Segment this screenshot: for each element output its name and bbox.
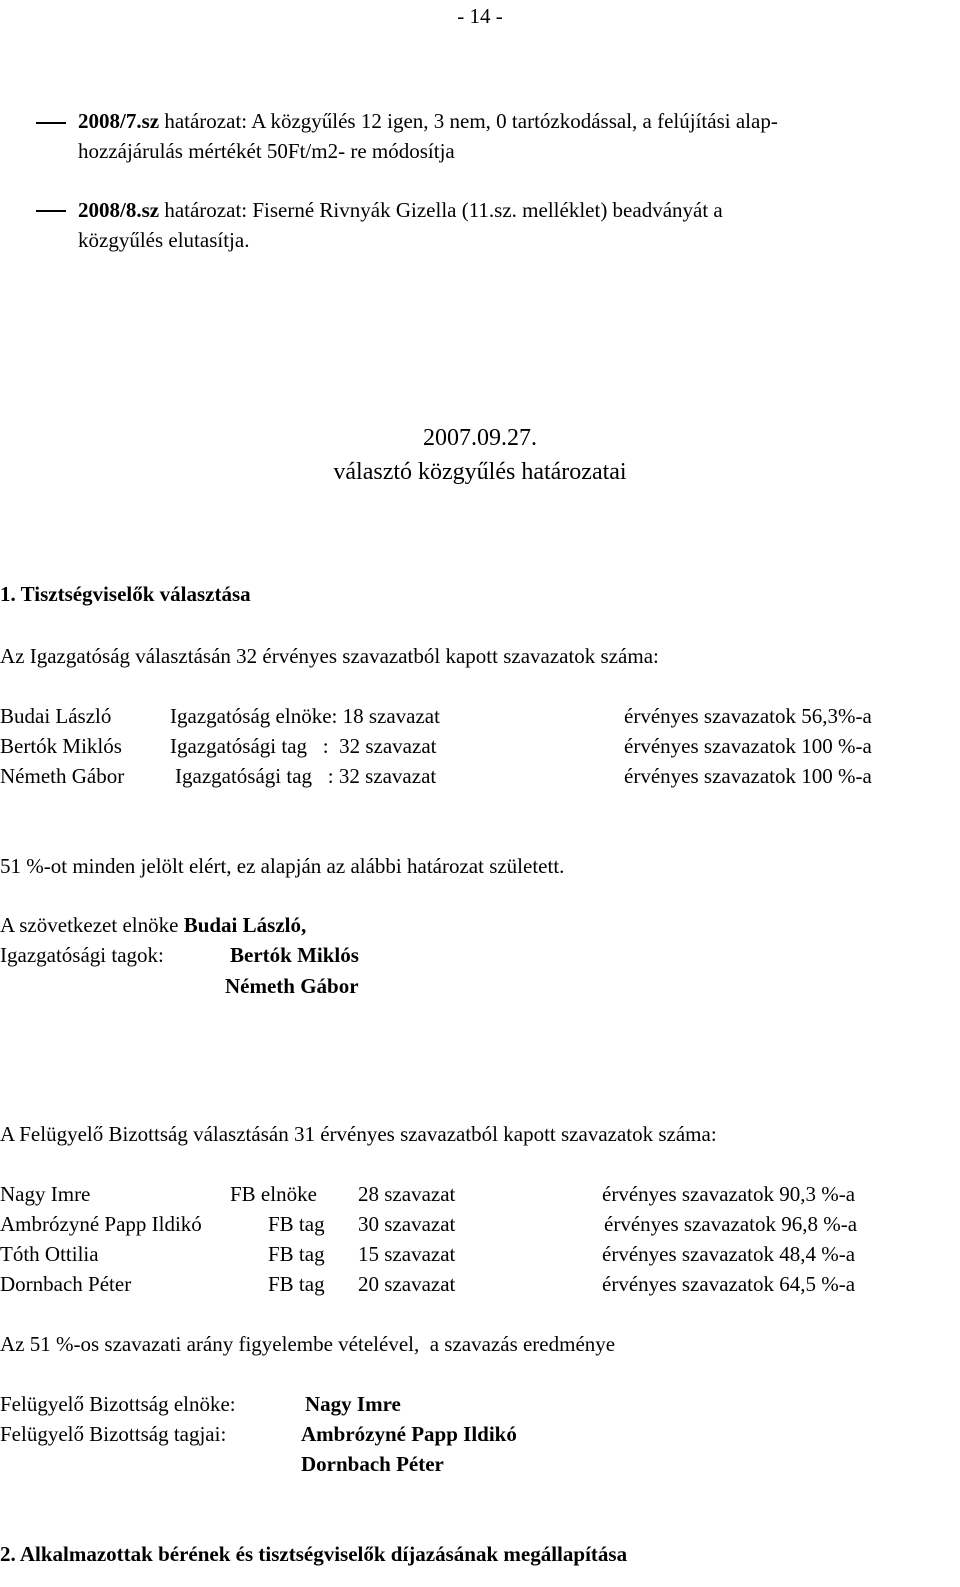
decision-number: 2008/8.sz (78, 198, 160, 222)
fb-vote-count: 28 szavazat (358, 1182, 456, 1206)
members-label: Igazgatósági tagok: (0, 943, 164, 967)
fb-vote-name: Tóth Ottilia (0, 1242, 99, 1266)
fb-vote-result: érvényes szavazatok 48,4 %-a (602, 1242, 856, 1266)
bullet-dash (36, 210, 66, 212)
decision-number: 2008/7.sz (78, 109, 160, 133)
bullet-dash (36, 122, 66, 124)
meeting-date: 2007.09.27. (423, 425, 537, 451)
fb-vote-role: FB tag (268, 1212, 325, 1236)
board-vote-name: Bertók Miklós (0, 734, 122, 758)
member-name: Németh Gábor (225, 974, 359, 998)
chair-label: A szövetkezet elnöke (0, 913, 184, 937)
board-vote-name: Budai László (0, 704, 112, 728)
chair-name: Budai László, (183, 913, 307, 937)
page-number: - 14 - (457, 4, 503, 28)
fb-conclusion: Az 51 %-os szavazati arány figyelembe vételével, a szavazás eredménye (0, 1332, 616, 1356)
board-vote-role: Igazgatósági tag : 32 szavazat (175, 764, 437, 788)
fb-vote-count: 20 szavazat (358, 1272, 456, 1296)
decision-7-line2: hozzájárulás mértékét 50Ft/m2- re módosítja (78, 139, 455, 163)
fb-vote-name: Ambrózyné Papp Ildikó (0, 1212, 202, 1236)
fb-intro: A Felügyelő Bizottság választásán 31 érvényes szavazatból kapott szavazatok száma: (0, 1122, 717, 1146)
board-vote-role: Igazgatósági tag : 32 szavazat (170, 734, 437, 758)
fb-chair-name: Nagy Imre (305, 1392, 401, 1416)
section-heading: 1. Tisztségviselők választása (0, 582, 251, 606)
board-vote-result: érvényes szavazatok 56,3%-a (624, 704, 872, 728)
chair-line (0, 915, 306, 936)
fb-member-name: Ambrózyné Papp Ildikó (301, 1422, 517, 1446)
board-vote-result: érvényes szavazatok 100 %-a (624, 734, 872, 758)
fb-vote-result: érvényes szavazatok 90,3 %-a (602, 1182, 856, 1206)
meeting-title: választó közgyűlés határozatai (333, 459, 627, 485)
fb-vote-role: FB tag (268, 1272, 325, 1296)
member-name: Bertók Miklós (230, 943, 359, 967)
fb-vote-result: érvényes szavazatok 64,5 %-a (602, 1272, 856, 1296)
fb-vote-role: FB elnöke (230, 1182, 317, 1206)
section-heading: 2. Alkalmazottak bérének és tisztségviselők díjazásának megállapítása (0, 1542, 628, 1566)
board-vote-result: érvényes szavazatok 100 %-a (624, 764, 872, 788)
board-vote-role: Igazgatóság elnöke: 18 szavazat (170, 704, 440, 728)
fb-member-name: Dornbach Péter (301, 1452, 444, 1476)
decision-text: határozat: A közgyűlés 12 igen, 3 nem, 0 tartózkodással, a felújítási alap- (159, 109, 778, 133)
fb-chair-label: Felügyelő Bizottság elnöke: (0, 1392, 236, 1416)
fb-vote-count: 15 szavazat (358, 1242, 456, 1266)
fb-vote-role: FB tag (268, 1242, 325, 1266)
decision-8-line1 (78, 200, 723, 221)
fb-vote-name: Nagy Imre (0, 1182, 91, 1206)
fb-members-label: Felügyelő Bizottság tagjai: (0, 1422, 227, 1446)
board-vote-name: Németh Gábor (0, 764, 125, 788)
fb-vote-count: 30 szavazat (358, 1212, 456, 1236)
decision-text: határozat: Fiserné Rivnyák Gizella (11.sz. melléklet) beadványát a (159, 198, 723, 222)
fb-vote-result: érvényes szavazatok 96,8 %-a (604, 1212, 858, 1236)
board-conclusion: 51 %-ot minden jelölt elért, ez alapján az alábbi határozat született. (0, 854, 565, 878)
board-intro: Az Igazgatóság választásán 32 érvényes szavazatból kapott szavazatok száma: (0, 644, 659, 668)
decision-8-line2: közgyűlés elutasítja. (78, 228, 250, 252)
fb-vote-name: Dornbach Péter (0, 1272, 132, 1296)
decision-7-line1 (78, 111, 778, 132)
